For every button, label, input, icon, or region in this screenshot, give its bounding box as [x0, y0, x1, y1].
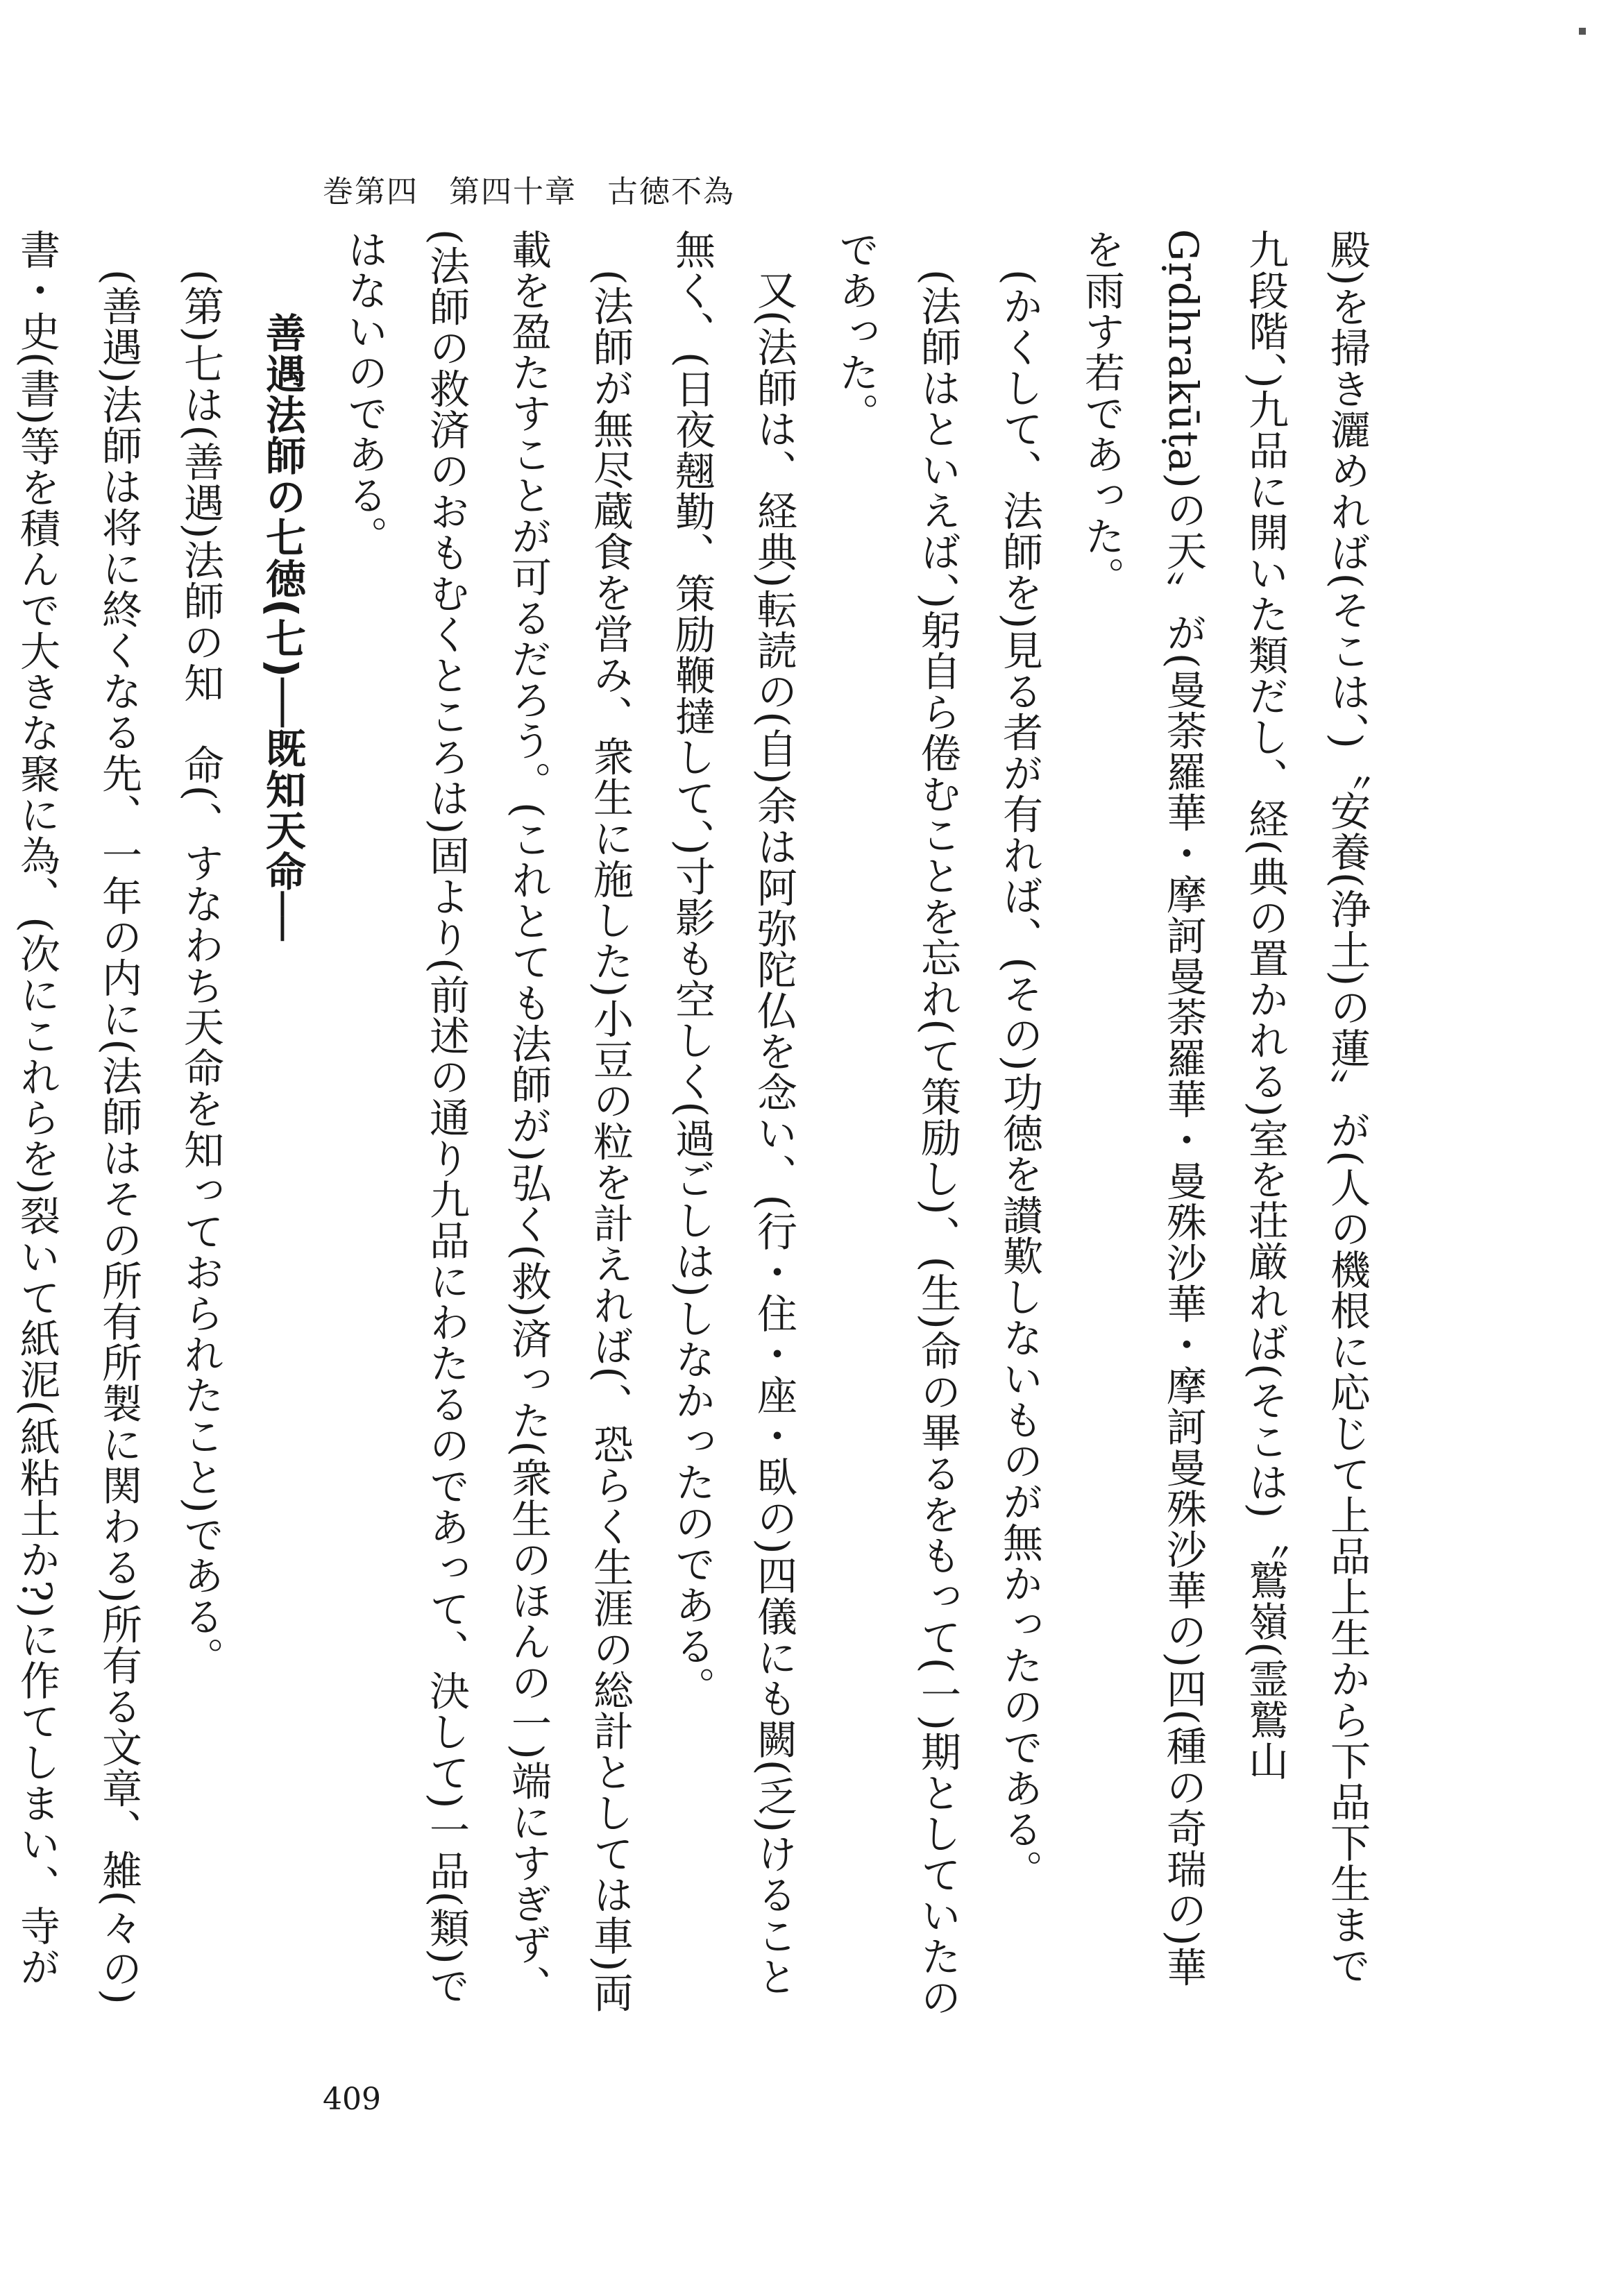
running-head — [323, 167, 754, 211]
paragraph: (善遇)法師は将に終くなる先、一年の内に(法師はその所有所製に関わる)所有る文章、雑(々の)書・史(書)等を積んで大きな聚に為、(次にこれらを)裂いて紙泥(紙粘土か?)に作てしまい、寺が — [13, 229, 142, 2005]
page-number: 409 — [323, 2082, 381, 2117]
running-head-title: 古徳不為 — [607, 174, 735, 210]
paragraph-continuation: 殿)を掃き灑めれば(そこは、)〝安養(浄土)の蓮〟が(人の機根に応じて上品上生から下品下生まで九段階、)九品に開いた類だし、経(典の置かれる)室を荘厳れば(そこは)〝鷲嶺(霊鷲山 Gṛdhrakūṭa)の天〟が(曼荼羅華・摩訶曼荼羅華・曼殊沙華・摩訶曼殊沙華の)四(種の奇瑞の)華を雨す若であった。 — [1078, 229, 1371, 1988]
paragraph: (第)七は(善遇)法師の知 命(、すなわち天命を知っておられたこと)である。 — [177, 269, 224, 1678]
paragraph: (かくして、法師を)見る者が有れば、(その)功徳を讃歎しないものが無かったのである。 — [996, 269, 1043, 1891]
paragraph: (法師はといえば、)躬自ら倦むことを忘れ(て策励し)、(生)命の畢るをもって(一)期としていたのであった。 — [832, 229, 961, 2018]
section-heading: 善遇法師の七徳(七)──既知天命── — [259, 312, 306, 942]
scan-mark — [1579, 28, 1586, 35]
paragraph: (法師が無尽蔵食を営み、衆生に施した)小豆の粒を計えれば(、恐らく生涯の総計としては車)両載を盈たすことが可るだろう。(これとても法師が)弘く(救)済った(衆生のほんの一)端にすぎず、(法師の救済のおもむくところは)固より(前述の通り九品にわたるのであって、決して)一品(類)ではないのである。 — [341, 229, 634, 2014]
running-head-chapter: 第四十章 — [449, 174, 577, 210]
vertical-text-body — [13, 229, 1388, 2019]
paragraph: 又(法師は、経典)転読の(自)余は阿弥陀仏を念い、(行・住・座・臥の)四儀にも闕(乏)けること無く、(日夜翹勤、策励鞭撻して、)寸影も空しく(過ごしは)しなかったのである。 — [668, 229, 797, 1998]
running-head-volume: 巻第四 — [323, 174, 418, 210]
